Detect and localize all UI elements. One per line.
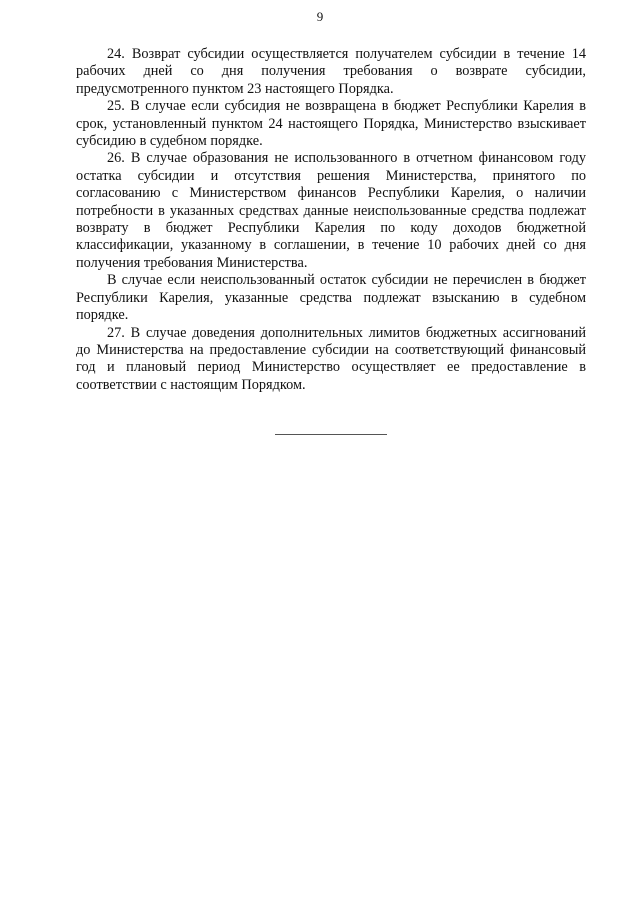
page-number: 9 [316,9,324,24]
paragraph-26: 26. В случае образования не использованного в отчетном финансовом году остатка субсидии и отсутствия решения Министерства, принятого по согласованию с Министерством финансов Республики Карелия, о наличии потребности в указанных средствах данные неиспользованные средства подлежат возврату в бюджет Республики Карелия по коду доходов бюджетной классификации, указанному в соглашении, в течение 10 рабочих дней со дня получения требования Министерства. [76,150,586,271]
paragraph-27: 27. В случае доведения дополнительных лимитов бюджетных ассигнований до Министерства на предоставление субсидии на соответствующий финансовый год и плановый период Министерство осуществляет ее предоставление в соответствии с настоящим Порядком. [76,324,586,393]
end-divider [275,434,387,435]
document-body [76,46,586,394]
paragraph-26-continuation: В случае если неиспользованный остаток субсидии не перечислен в бюджет Республики Карелия, указанные средства подлежат взысканию в судебном порядке. [76,272,586,324]
paragraph-25: 25. В случае если субсидия не возвращена в бюджет Республики Карелия в срок, установленный пунктом 24 настоящего Порядка, Министерство взыскивает субсидию в судебном порядке. [76,98,586,150]
paragraph-24: 24. Возврат субсидии осуществляется получателем субсидии в течение 14 рабочих дней со дня получения требования о возврате субсидии, предусмотренного пунктом 23 настоящего Порядка. [76,46,586,97]
